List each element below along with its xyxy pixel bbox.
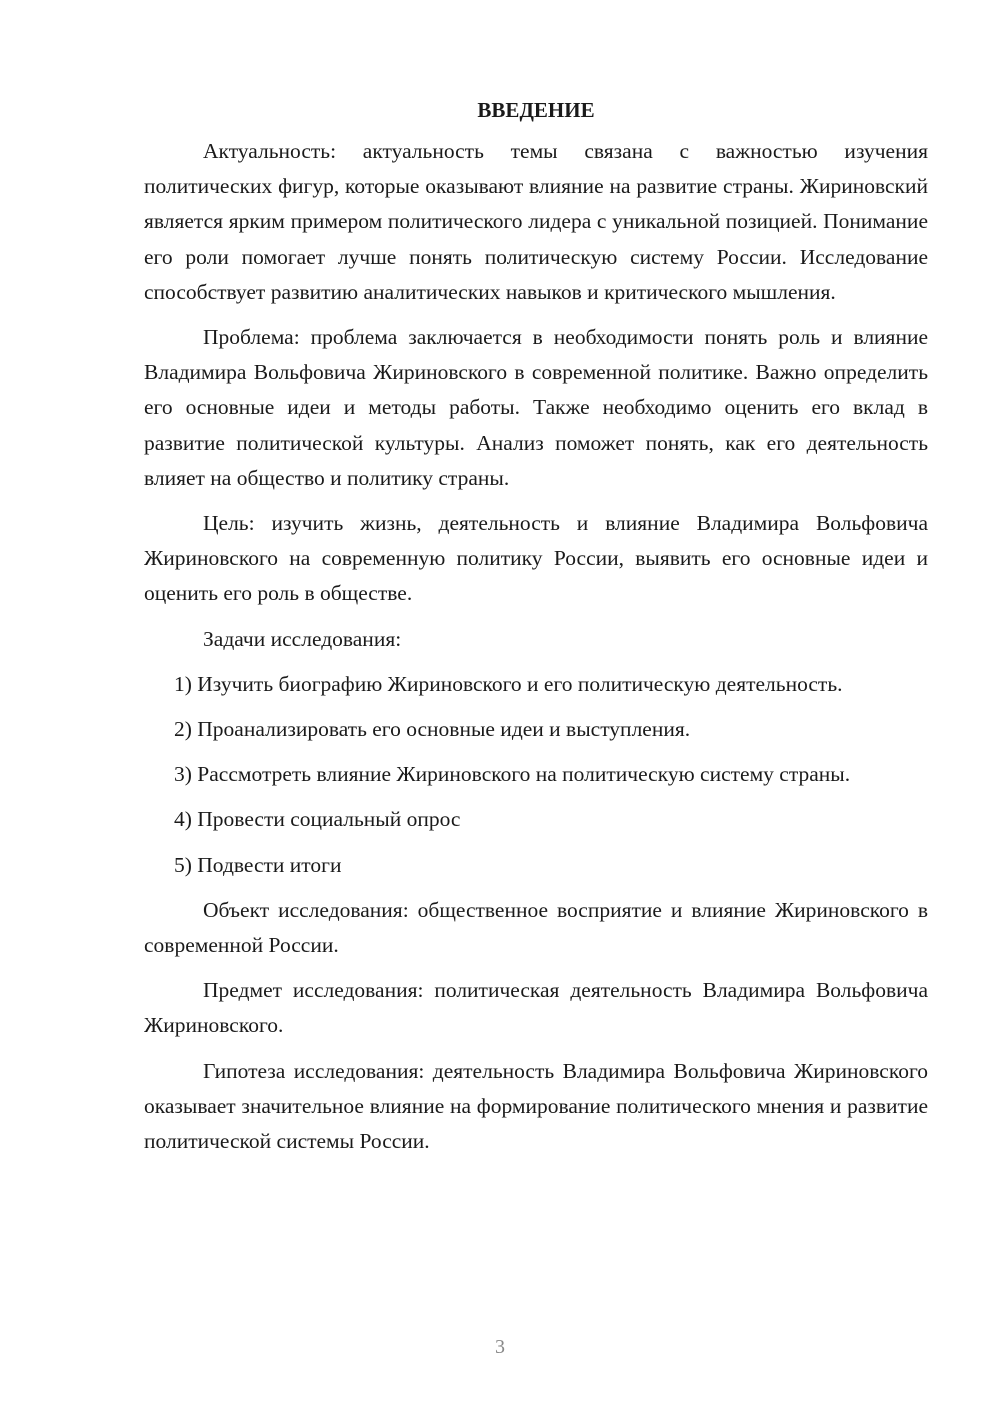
- task-item: 1) Изучить биографию Жириновского и его политическую деятельность.: [174, 671, 843, 696]
- page-number: 3: [495, 1336, 505, 1358]
- paragraph-problem: Проблема: проблема заключается в необходимости понять роль и влияние Владимира Вольфовича Жириновского в современной политике. Важно определить его основные идеи и методы работы. Также необходимо оценить его вклад в развитие политической культуры. Анализ поможет понять, как его деятельность влияет на общество и политику страны.: [144, 325, 928, 490]
- paragraph-subject: Предмет исследования: политическая деятельность Владимира Вольфовича Жириновского.: [144, 978, 928, 1038]
- task-item: 2) Проанализировать его основные идеи и выступления.: [174, 717, 691, 742]
- task-item: 5) Подвести итоги: [174, 852, 342, 877]
- tasks-heading: Задачи исследования:: [203, 626, 402, 651]
- task-item: 3) Рассмотреть влияние Жириновского на политическую систему страны.: [174, 762, 851, 787]
- paragraph-goal: Цель: изучить жизнь, деятельность и влияние Владимира Вольфовича Жириновского на современную политику России, выявить его основные идеи и оценить его роль в обществе.: [144, 511, 928, 606]
- task-item: 4) Провести социальный опрос: [174, 807, 461, 832]
- document-page: [144, 92, 928, 1169]
- paragraph-hypothesis: Гипотеза исследования: деятельность Владимира Вольфовича Жириновского оказывает значительное влияние на формирование политического мнения и развитие политической системы России.: [144, 1058, 928, 1154]
- paragraph-object: Объект исследования: общественное восприятие и влияние Жириновского в современной России.: [144, 897, 928, 958]
- paragraph-relevance: Актуальность: актуальность темы связана с важностью изучения политических фигур, которые оказывают влияние на развитие страны. Жириновский является ярким примером политического лидера с уникальной позицией. Понимание его роли помогает лучше понять политическую систему России. Исследование способствует развитию аналитических навыков и критического мышления.: [144, 139, 928, 304]
- section-title: ВВЕДЕНИЕ: [477, 98, 595, 122]
